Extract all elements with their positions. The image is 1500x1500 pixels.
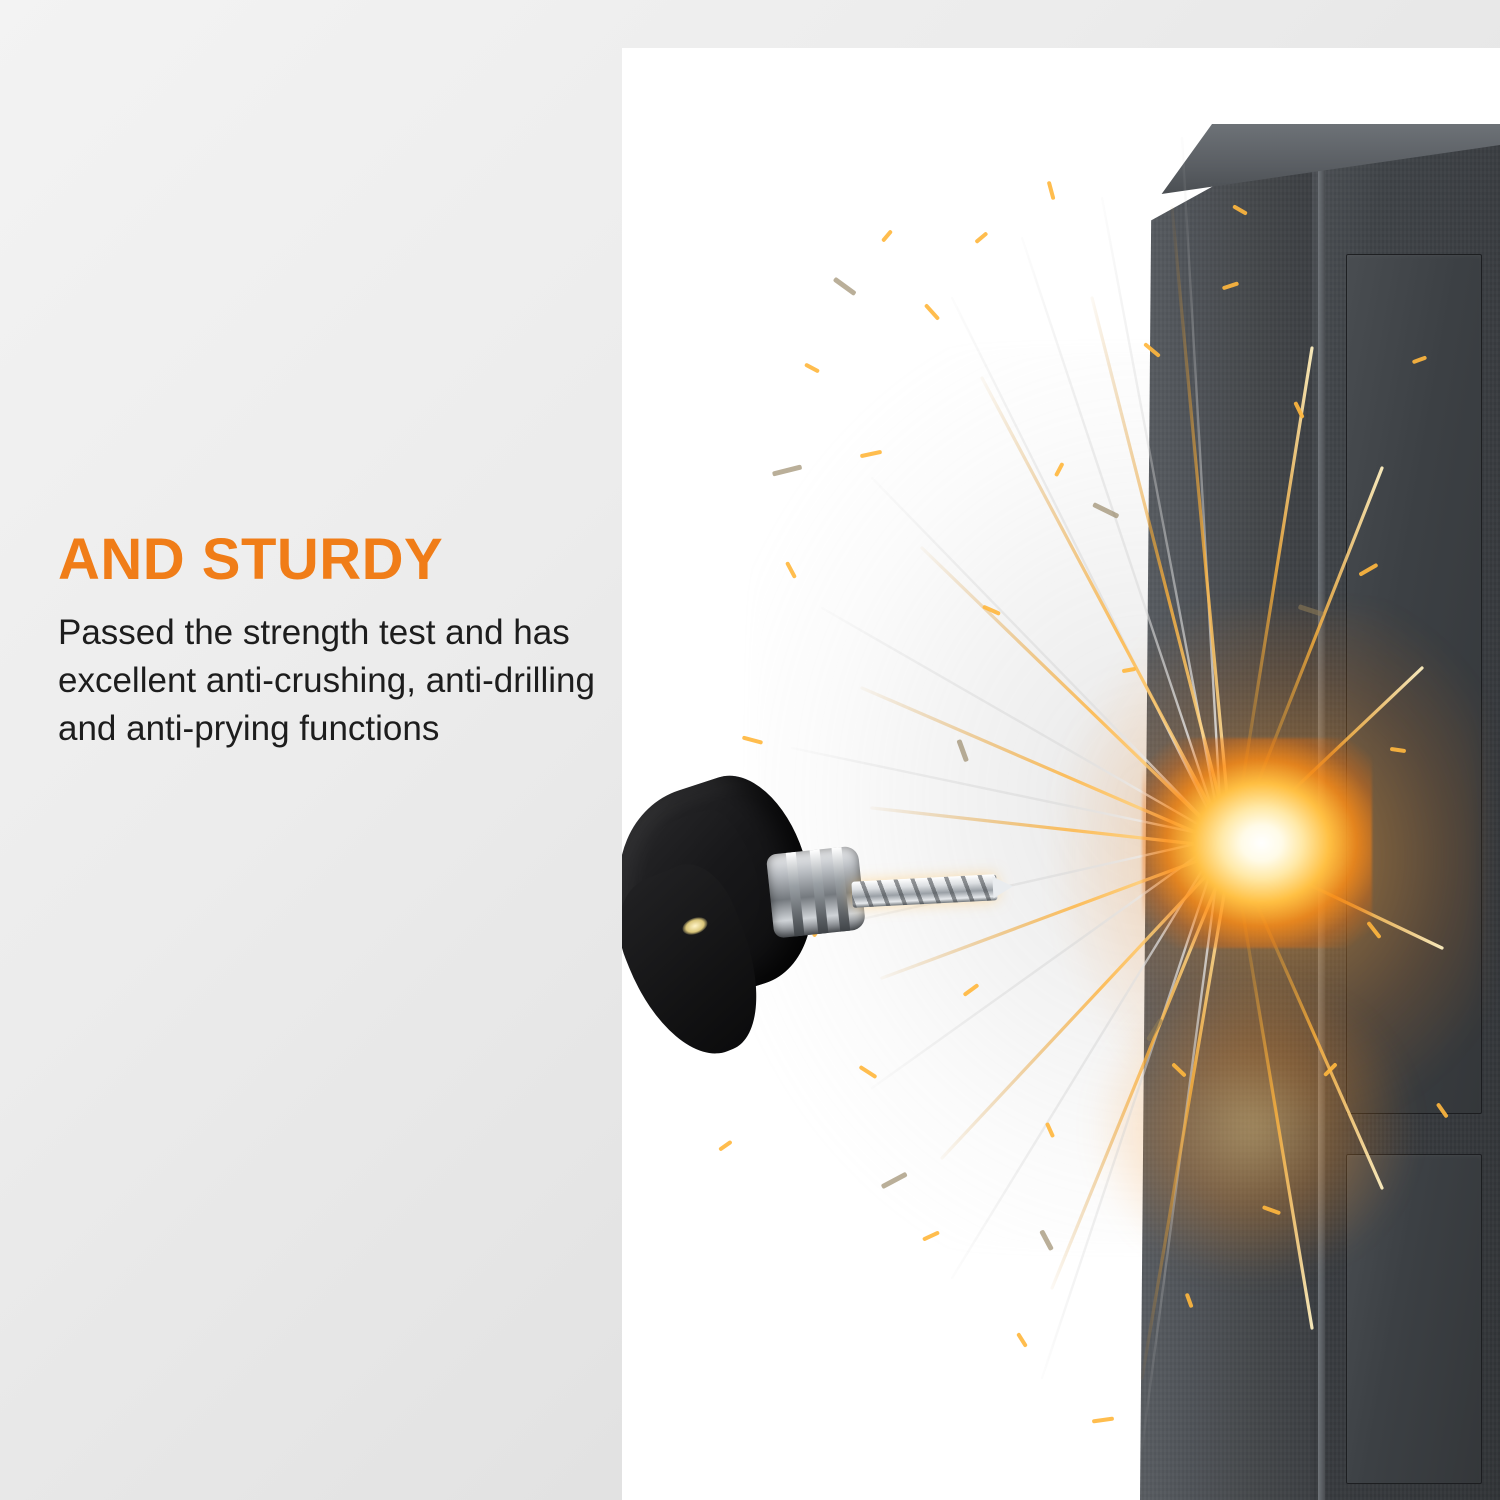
drill-bit-tip (992, 875, 1013, 898)
impact-glow-secondary (1092, 978, 1412, 1278)
chuck-ring (810, 849, 829, 934)
copy-block (58, 527, 618, 754)
chuck-ring (786, 852, 805, 937)
impact-flash (1142, 738, 1372, 948)
chuck-ring (832, 847, 851, 932)
body-copy: Passed the strength test and has excellent anti-crushing, anti-drilling and anti-prying functions (58, 612, 595, 749)
product-photo (622, 48, 1500, 1500)
headline: AND STURDY (58, 527, 444, 592)
power-drill (622, 738, 920, 1068)
